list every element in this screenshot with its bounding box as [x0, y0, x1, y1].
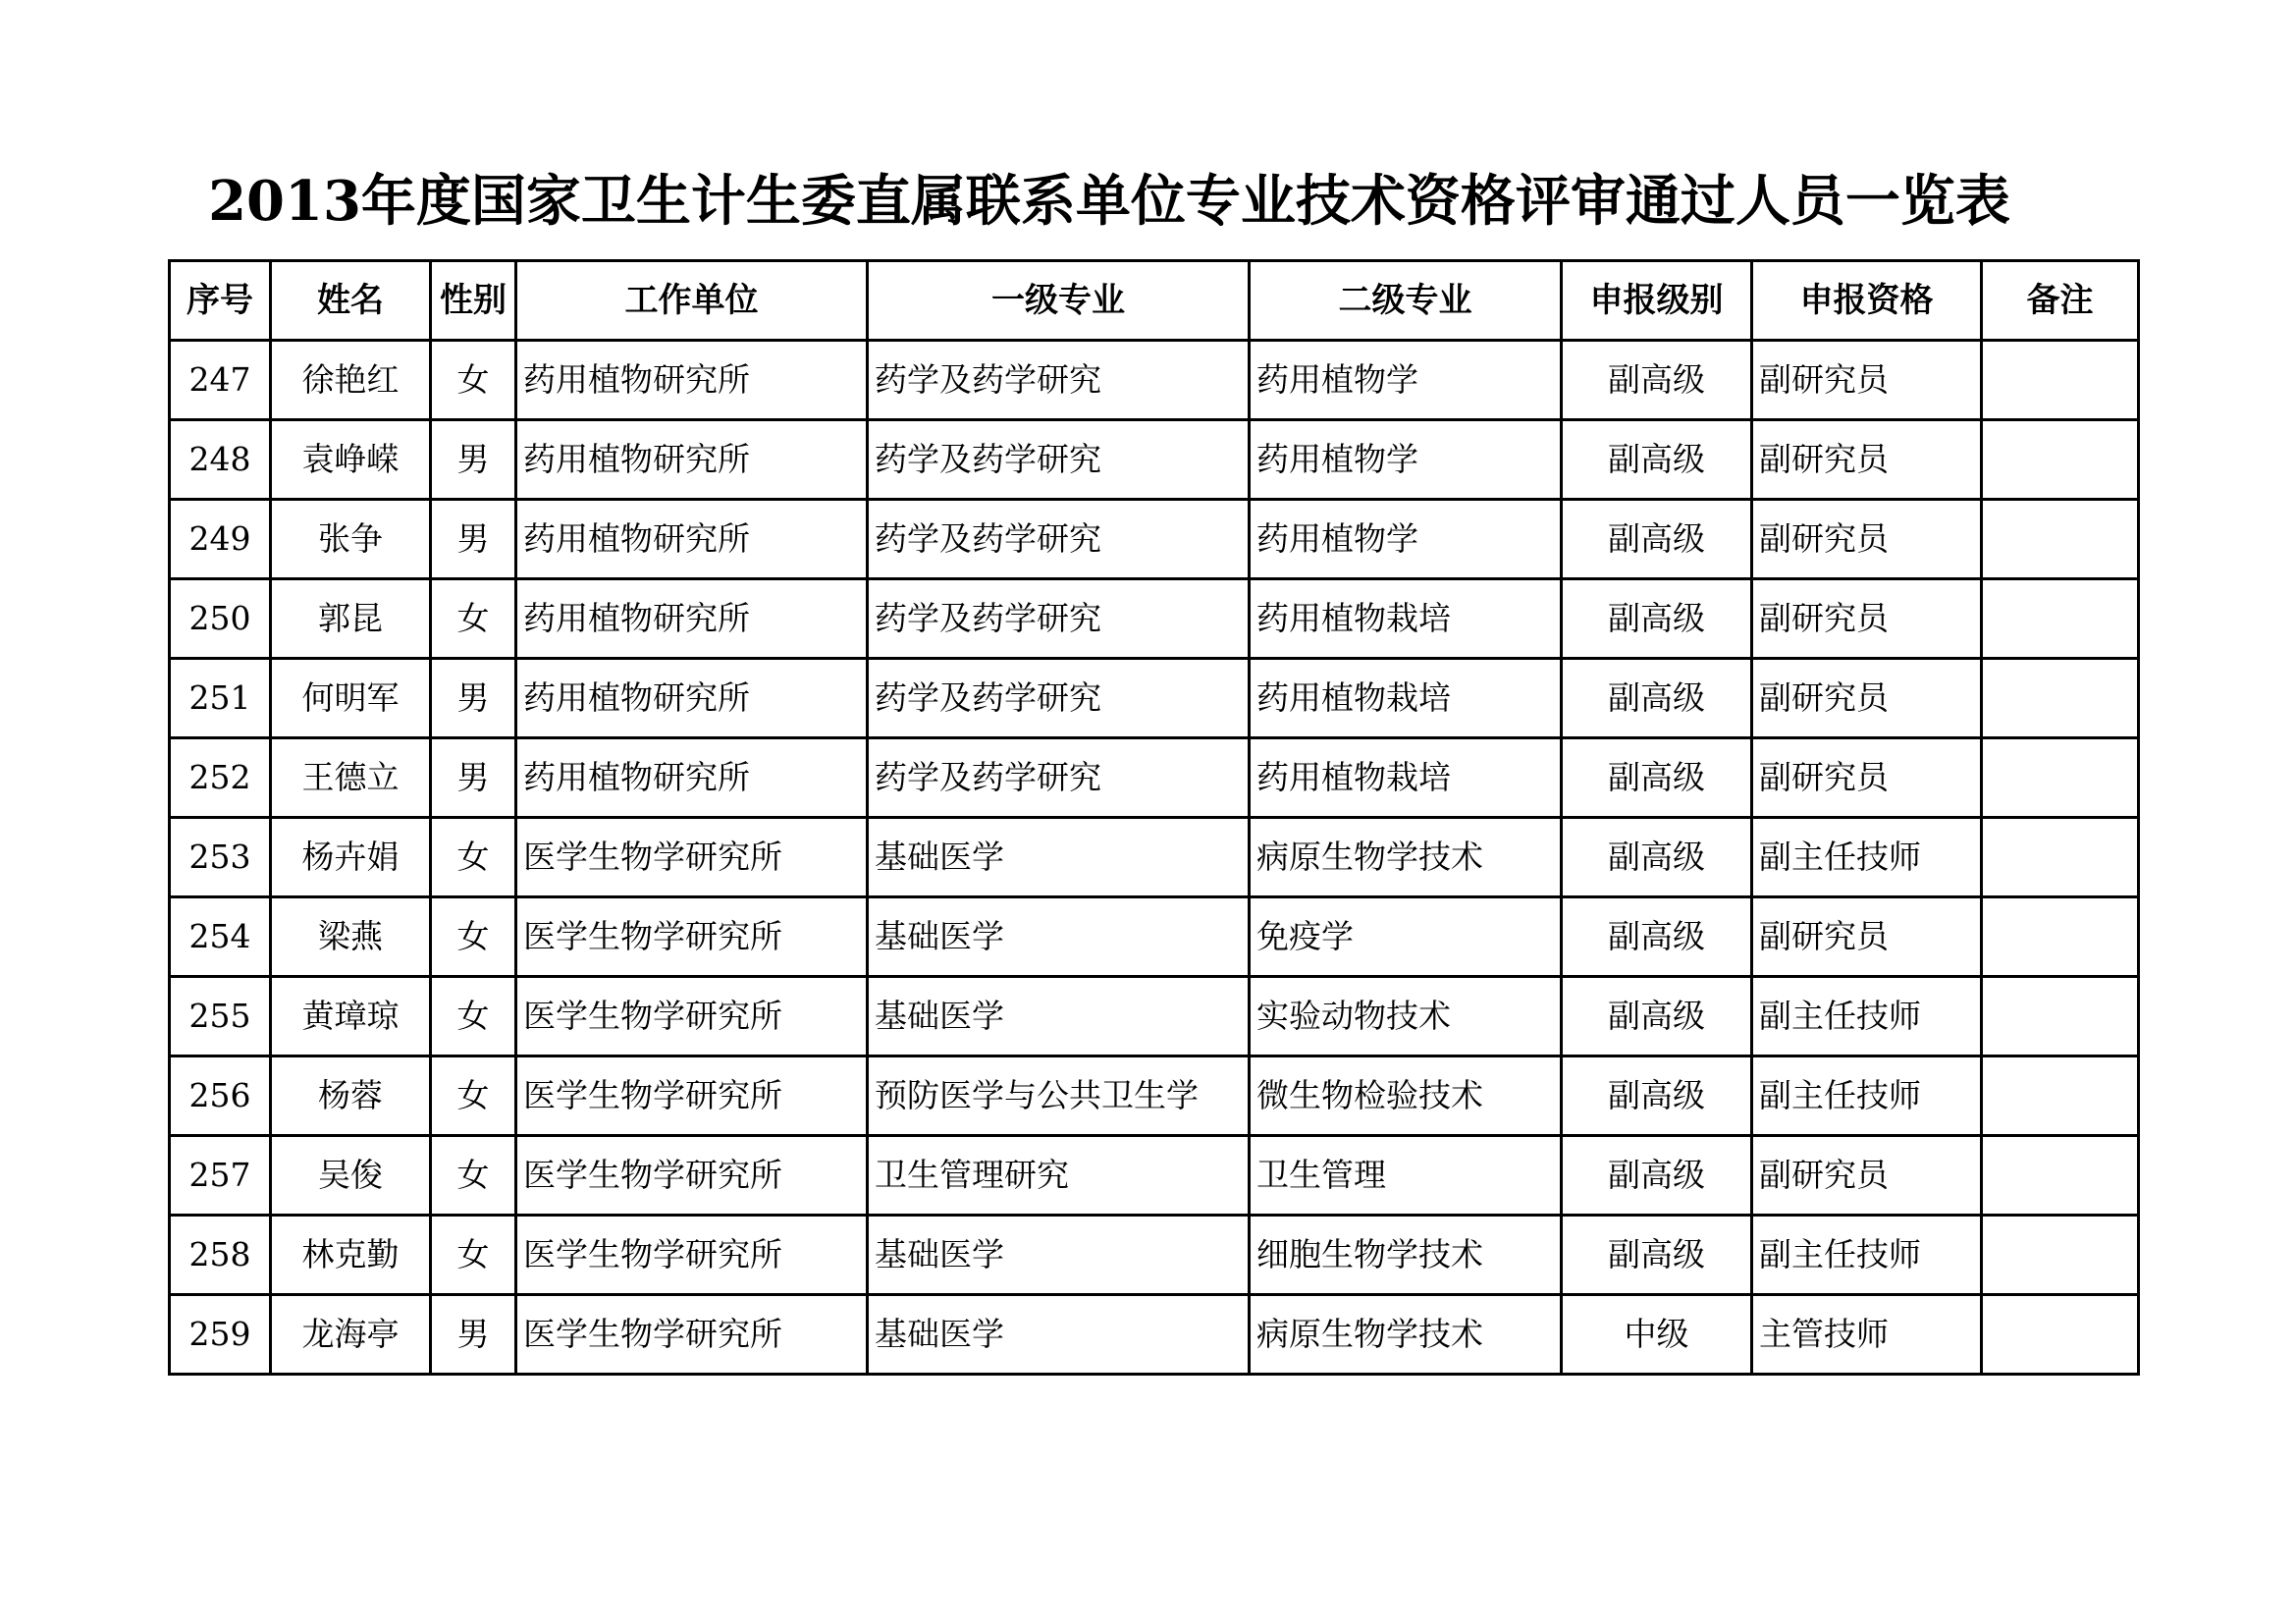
personnel-table — [168, 259, 2140, 1376]
cell-name: 袁峥嵘 — [271, 420, 431, 500]
cell-index: 247 — [170, 341, 271, 420]
cell-secondary-major: 微生物检验技术 — [1250, 1056, 1562, 1136]
cell-name: 林克勤 — [271, 1216, 431, 1295]
cell-primary-major: 药学及药学研究 — [868, 579, 1250, 659]
cell-level: 副高级 — [1562, 420, 1752, 500]
cell-name: 徐艳红 — [271, 341, 431, 420]
cell-secondary-major: 细胞生物学技术 — [1250, 1216, 1562, 1295]
header-gender: 性别 — [431, 261, 516, 341]
cell-primary-major: 药学及药学研究 — [868, 738, 1250, 818]
cell-work-unit: 医学生物学研究所 — [516, 1216, 868, 1295]
header-name: 姓名 — [271, 261, 431, 341]
cell-qualification: 副研究员 — [1752, 738, 1982, 818]
cell-remarks — [1982, 1136, 2139, 1216]
cell-work-unit: 药用植物研究所 — [516, 341, 868, 420]
cell-primary-major: 基础医学 — [868, 897, 1250, 977]
table-row — [170, 1136, 2139, 1216]
cell-index: 258 — [170, 1216, 271, 1295]
cell-index: 248 — [170, 420, 271, 500]
cell-remarks — [1982, 341, 2139, 420]
cell-primary-major: 药学及药学研究 — [868, 500, 1250, 579]
cell-remarks — [1982, 818, 2139, 897]
cell-remarks — [1982, 1056, 2139, 1136]
cell-secondary-major: 免疫学 — [1250, 897, 1562, 977]
cell-qualification: 副研究员 — [1752, 500, 1982, 579]
cell-remarks — [1982, 738, 2139, 818]
cell-secondary-major: 病原生物学技术 — [1250, 818, 1562, 897]
cell-name: 杨卉娟 — [271, 818, 431, 897]
cell-qualification: 副研究员 — [1752, 659, 1982, 738]
table-row — [170, 659, 2139, 738]
cell-gender: 女 — [431, 977, 516, 1056]
cell-index: 256 — [170, 1056, 271, 1136]
cell-primary-major: 基础医学 — [868, 818, 1250, 897]
cell-secondary-major: 药用植物学 — [1250, 341, 1562, 420]
cell-primary-major: 基础医学 — [868, 1295, 1250, 1375]
cell-index: 254 — [170, 897, 271, 977]
cell-remarks — [1982, 977, 2139, 1056]
cell-primary-major: 卫生管理研究 — [868, 1136, 1250, 1216]
cell-primary-major: 基础医学 — [868, 977, 1250, 1056]
table-row — [170, 1295, 2139, 1375]
cell-level: 副高级 — [1562, 738, 1752, 818]
cell-name: 何明军 — [271, 659, 431, 738]
cell-qualification: 副研究员 — [1752, 1136, 1982, 1216]
cell-secondary-major: 卫生管理 — [1250, 1136, 1562, 1216]
table-row — [170, 420, 2139, 500]
cell-level: 中级 — [1562, 1295, 1752, 1375]
header-remarks: 备注 — [1982, 261, 2139, 341]
cell-work-unit: 医学生物学研究所 — [516, 1136, 868, 1216]
cell-name: 郭昆 — [271, 579, 431, 659]
cell-remarks — [1982, 897, 2139, 977]
cell-qualification: 副研究员 — [1752, 897, 1982, 977]
cell-qualification: 副主任技师 — [1752, 977, 1982, 1056]
table-row — [170, 818, 2139, 897]
cell-name: 杨蓉 — [271, 1056, 431, 1136]
cell-level: 副高级 — [1562, 818, 1752, 897]
cell-secondary-major: 病原生物学技术 — [1250, 1295, 1562, 1375]
cell-level: 副高级 — [1562, 1216, 1752, 1295]
cell-secondary-major: 药用植物栽培 — [1250, 738, 1562, 818]
cell-work-unit: 药用植物研究所 — [516, 500, 868, 579]
cell-work-unit: 医学生物学研究所 — [516, 1295, 868, 1375]
cell-qualification: 主管技师 — [1752, 1295, 1982, 1375]
cell-remarks — [1982, 659, 2139, 738]
cell-work-unit: 医学生物学研究所 — [516, 897, 868, 977]
cell-remarks — [1982, 1295, 2139, 1375]
table-row — [170, 579, 2139, 659]
cell-level: 副高级 — [1562, 500, 1752, 579]
cell-remarks — [1982, 1216, 2139, 1295]
cell-primary-major: 药学及药学研究 — [868, 341, 1250, 420]
cell-gender: 男 — [431, 738, 516, 818]
cell-gender: 女 — [431, 1136, 516, 1216]
cell-name: 王德立 — [271, 738, 431, 818]
cell-work-unit: 药用植物研究所 — [516, 659, 868, 738]
cell-level: 副高级 — [1562, 1056, 1752, 1136]
cell-name: 黄璋琼 — [271, 977, 431, 1056]
cell-work-unit: 药用植物研究所 — [516, 579, 868, 659]
cell-name: 龙海亭 — [271, 1295, 431, 1375]
cell-level: 副高级 — [1562, 579, 1752, 659]
cell-remarks — [1982, 579, 2139, 659]
table-header-row — [170, 261, 2139, 341]
table-row — [170, 341, 2139, 420]
cell-secondary-major: 药用植物学 — [1250, 500, 1562, 579]
table-row — [170, 977, 2139, 1056]
cell-gender: 男 — [431, 1295, 516, 1375]
cell-gender: 女 — [431, 1056, 516, 1136]
cell-qualification: 副研究员 — [1752, 579, 1982, 659]
cell-primary-major: 预防医学与公共卫生学 — [868, 1056, 1250, 1136]
cell-secondary-major: 药用植物栽培 — [1250, 579, 1562, 659]
cell-level: 副高级 — [1562, 977, 1752, 1056]
cell-qualification: 副主任技师 — [1752, 818, 1982, 897]
cell-index: 257 — [170, 1136, 271, 1216]
cell-gender: 女 — [431, 897, 516, 977]
header-qualification: 申报资格 — [1752, 261, 1982, 341]
cell-work-unit: 医学生物学研究所 — [516, 818, 868, 897]
header-level: 申报级别 — [1562, 261, 1752, 341]
cell-primary-major: 药学及药学研究 — [868, 420, 1250, 500]
cell-remarks — [1982, 500, 2139, 579]
cell-gender: 女 — [431, 818, 516, 897]
cell-work-unit: 医学生物学研究所 — [516, 977, 868, 1056]
cell-index: 259 — [170, 1295, 271, 1375]
cell-gender: 男 — [431, 420, 516, 500]
table-row — [170, 738, 2139, 818]
cell-primary-major: 基础医学 — [868, 1216, 1250, 1295]
cell-secondary-major: 药用植物栽培 — [1250, 659, 1562, 738]
header-secondary-major: 二级专业 — [1250, 261, 1562, 341]
table-row — [170, 897, 2139, 977]
cell-index: 249 — [170, 500, 271, 579]
cell-primary-major: 药学及药学研究 — [868, 659, 1250, 738]
cell-gender: 男 — [431, 659, 516, 738]
cell-qualification: 副研究员 — [1752, 341, 1982, 420]
cell-remarks — [1982, 420, 2139, 500]
cell-level: 副高级 — [1562, 659, 1752, 738]
cell-name: 梁燕 — [271, 897, 431, 977]
cell-gender: 男 — [431, 500, 516, 579]
cell-secondary-major: 实验动物技术 — [1250, 977, 1562, 1056]
cell-work-unit: 医学生物学研究所 — [516, 1056, 868, 1136]
cell-index: 252 — [170, 738, 271, 818]
cell-qualification: 副研究员 — [1752, 420, 1982, 500]
table-row — [170, 1216, 2139, 1295]
table-row — [170, 500, 2139, 579]
cell-index: 251 — [170, 659, 271, 738]
cell-gender: 女 — [431, 341, 516, 420]
cell-work-unit: 药用植物研究所 — [516, 420, 868, 500]
cell-index: 253 — [170, 818, 271, 897]
header-primary-major: 一级专业 — [868, 261, 1250, 341]
cell-name: 吴俊 — [271, 1136, 431, 1216]
cell-level: 副高级 — [1562, 1136, 1752, 1216]
document-title: 2013年度国家卫生计生委直属联系单位专业技术资格评审通过人员一览表 — [208, 169, 2010, 234]
cell-qualification: 副主任技师 — [1752, 1056, 1982, 1136]
cell-level: 副高级 — [1562, 341, 1752, 420]
cell-qualification: 副主任技师 — [1752, 1216, 1982, 1295]
header-index: 序号 — [170, 261, 271, 341]
cell-name: 张争 — [271, 500, 431, 579]
cell-index: 255 — [170, 977, 271, 1056]
cell-index: 250 — [170, 579, 271, 659]
header-work-unit: 工作单位 — [516, 261, 868, 341]
table-row — [170, 1056, 2139, 1136]
cell-work-unit: 药用植物研究所 — [516, 738, 868, 818]
cell-gender: 女 — [431, 579, 516, 659]
cell-level: 副高级 — [1562, 897, 1752, 977]
cell-gender: 女 — [431, 1216, 516, 1295]
cell-secondary-major: 药用植物学 — [1250, 420, 1562, 500]
